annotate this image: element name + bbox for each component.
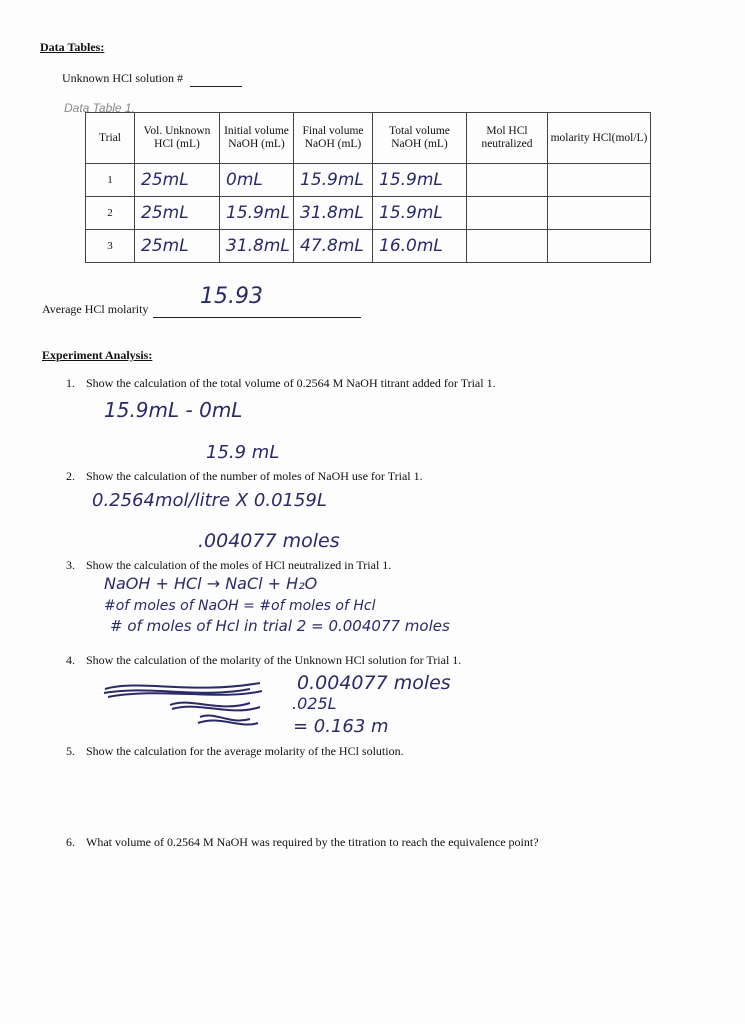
molarity-cell[interactable] [548,230,651,263]
initial-naoh-cell[interactable]: 15.9mL [220,197,294,230]
question-text: Show the calculation of the molarity of the Unknown HCl solution for Trial 1. [86,653,462,667]
mol-hcl-cell[interactable] [467,230,548,263]
molarity-cell[interactable] [548,164,651,197]
col-trial: Trial [86,113,135,164]
unknown-solution-label: Unknown HCl solution # [62,71,184,85]
total-naoh-cell[interactable]: 15.9mL [373,197,467,230]
question-5 [66,744,404,759]
unknown-solution-blank[interactable] [190,71,242,87]
answer-4-line-2: .025L [292,694,337,713]
answer-3-line-1: NaOH + HCl → NaCl + H₂O [104,574,318,593]
scribble-stroke [198,715,258,724]
total-naoh-cell[interactable]: 16.0mL [373,230,467,263]
question-1 [66,376,496,391]
table-row [86,230,651,263]
trial-number: 2 [86,197,135,230]
analysis-heading: Experiment Analysis: [42,348,153,362]
initial-naoh-cell[interactable]: 0mL [220,164,294,197]
final-naoh-cell[interactable]: 15.9mL [294,164,373,197]
initial-naoh-cell[interactable]: 31.8mL [220,230,294,263]
question-text: Show the calculation of the moles of HCl neutralized in Trial 1. [86,558,392,572]
vol-hcl-cell[interactable]: 25mL [135,164,220,197]
answer-2-line-2: .004077 moles [198,530,340,552]
question-number: 1. [66,376,75,390]
scribble-stroke [170,703,260,711]
question-text: Show the calculation of the number of moles of NaOH use for Trial 1. [86,469,423,483]
final-naoh-cell[interactable]: 31.8mL [294,197,373,230]
trial-number: 1 [86,164,135,197]
question-3 [66,558,391,573]
total-naoh-cell[interactable]: 15.9mL [373,164,467,197]
trial-number: 3 [86,230,135,263]
answer-4-line-3: = 0.163 m [293,716,389,737]
data-tables-heading: Data Tables: [40,40,105,54]
unknown-solution-line [62,71,242,87]
col-total-naoh: Total volume NaOH (mL) [373,113,467,164]
col-molarity: molarity HCl(mol/L) [548,113,651,164]
question-2 [66,469,423,484]
col-vol-hcl: Vol. Unknown HCl (mL) [135,113,220,164]
question-text: Show the calculation for the average molarity of the HCl solution. [86,744,404,758]
answer-2-line-1: 0.2564mol/litre X 0.0159L [92,490,327,511]
question-number: 5. [66,744,75,758]
question-number: 3. [66,558,75,572]
question-6 [66,835,539,850]
final-naoh-cell[interactable]: 47.8mL [294,230,373,263]
col-initial-naoh: Initial volume NaOH (mL) [220,113,294,164]
vol-hcl-cell[interactable]: 25mL [135,230,220,263]
answer-4-line-1: 0.004077 moles [297,672,451,694]
question-number: 2. [66,469,75,483]
question-number: 4. [66,653,75,667]
crossed-out-work [100,675,270,735]
table-header-row [86,113,651,164]
question-text: What volume of 0.2564 M NaOH was required by the titration to reach the equivalence point? [86,835,539,849]
table-row [86,164,651,197]
answer-1-line-2: 15.9 mL [206,442,280,463]
question-number: 6. [66,835,75,849]
molarity-cell[interactable] [548,197,651,230]
average-molarity-value: 15.93 [200,284,263,309]
col-mol-hcl: Mol HCl neutralized [467,113,548,164]
question-4 [66,653,461,668]
col-final-naoh: Final volume NaOH (mL) [294,113,373,164]
scribble-stroke [104,683,262,697]
answer-3-line-3: # of moles of Hcl in trial 2 = 0.004077 moles [110,617,450,635]
data-table-1 [85,112,651,263]
average-molarity-label: Average HCl molarity [42,302,149,316]
question-text: Show the calculation of the total volume of 0.2564 M NaOH titrant added for Trial 1. [86,376,496,390]
answer-1-line-1: 15.9mL - 0mL [104,398,243,422]
mol-hcl-cell[interactable] [467,197,548,230]
vol-hcl-cell[interactable]: 25mL [135,197,220,230]
mol-hcl-cell[interactable] [467,164,548,197]
answer-3-line-2: #of moles of NaOH = #of moles of Hcl [104,598,376,614]
table-row [86,197,651,230]
table-caption: Data Table 1. [64,101,135,115]
